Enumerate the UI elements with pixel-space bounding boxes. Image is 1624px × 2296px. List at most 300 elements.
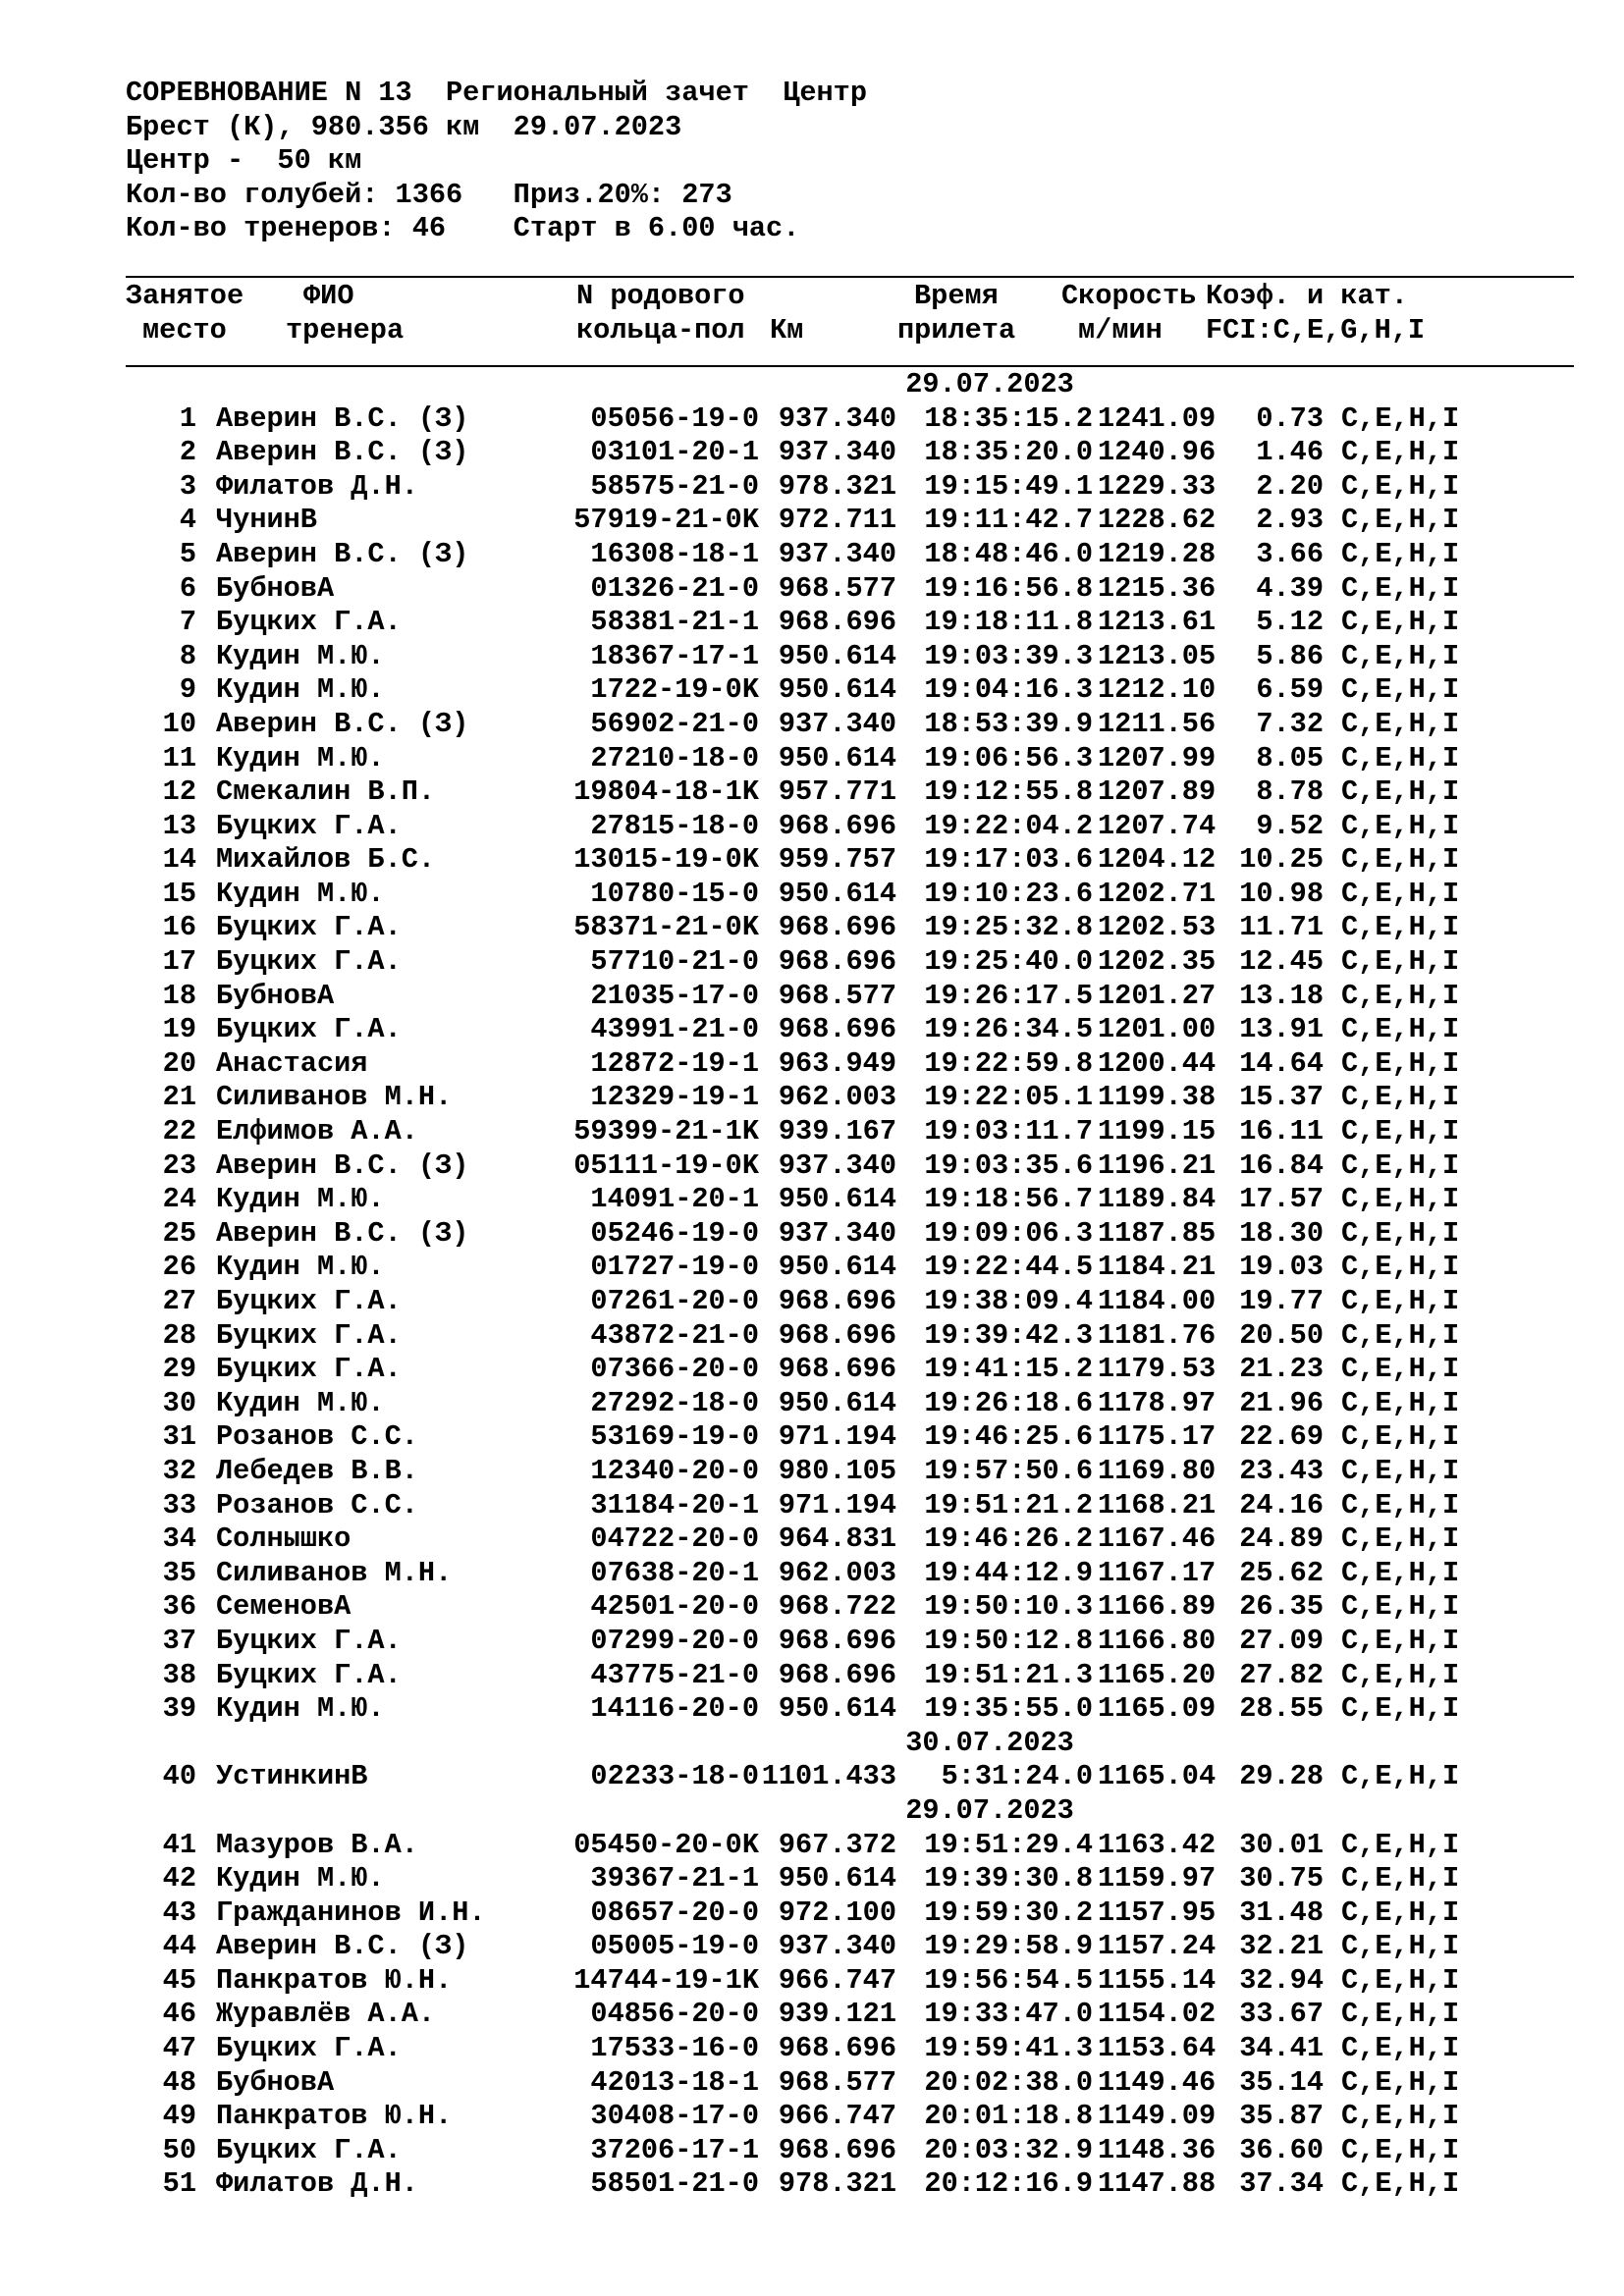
category-cell: C,E,H,I [1341, 741, 1460, 774]
coefficient-cell: 29.28 [1239, 1760, 1324, 1793]
place-cell: 50 [162, 2133, 196, 2166]
speed-cell: 1178.97 [1098, 1386, 1217, 1419]
date-label: 30.07.2023 [905, 1726, 1074, 1759]
ring-number-cell: 02233-18-0 [590, 1760, 759, 1793]
col-ring-line2: кольца-пол [576, 313, 745, 347]
top-rule [126, 276, 1574, 278]
distance-cell: 968.577 [778, 571, 896, 605]
ring-number-cell: 56902-21-0 [590, 707, 759, 740]
arrival-time-cell: 20:01:18.8 [924, 2100, 1093, 2133]
trainer-name-cell: Кудин М.Ю. [216, 1251, 385, 1284]
place-cell: 14 [162, 843, 196, 877]
category-cell: C,E,H,I [1341, 1658, 1460, 1691]
distance-cell: 968.696 [778, 945, 896, 979]
distance-cell: 971.194 [778, 1420, 896, 1454]
table-row [126, 2167, 1574, 2202]
arrival-time-cell: 19:11:42.7 [924, 504, 1093, 537]
distance-cell: 950.614 [778, 1862, 896, 1896]
distance-cell: 968.696 [778, 1658, 896, 1691]
speed-cell: 1159.97 [1098, 1862, 1217, 1896]
place-cell: 18 [162, 979, 196, 1012]
table-row [126, 742, 1574, 776]
table-row [126, 775, 1574, 810]
place-cell: 38 [162, 1658, 196, 1691]
ring-number-cell: 30408-17-0 [590, 2100, 759, 2133]
coefficient-cell: 18.30 [1239, 1216, 1324, 1250]
speed-cell: 1147.88 [1098, 2167, 1217, 2201]
place-cell: 3 [179, 469, 196, 503]
ring-number-cell: 04722-20-0 [590, 1522, 759, 1556]
table-row [126, 911, 1574, 945]
place-cell: 51 [162, 2167, 196, 2201]
category-cell: C,E,H,I [1341, 2167, 1460, 2201]
ring-number-cell: 58371-21-0K [573, 911, 759, 944]
table-row [126, 436, 1574, 470]
category-cell: C,E,H,I [1341, 1862, 1460, 1896]
distance-cell: 937.340 [778, 707, 896, 740]
ring-number-cell: 42013-18-1 [590, 2065, 759, 2099]
arrival-time-cell: 18:53:39.9 [924, 707, 1093, 740]
arrival-time-cell: 19:46:26.2 [924, 1522, 1093, 1556]
distance-cell: 968.577 [778, 2065, 896, 2099]
ring-number-cell: 01727-19-0 [590, 1251, 759, 1284]
distance-cell: 937.340 [778, 537, 896, 570]
coefficient-cell: 35.14 [1239, 2065, 1324, 2099]
place-cell: 27 [162, 1285, 196, 1317]
arrival-time-cell: 19:50:12.8 [924, 1624, 1093, 1657]
ring-number-cell: 01326-21-0 [590, 571, 759, 605]
place-cell: 16 [162, 911, 196, 944]
arrival-time-cell: 19:59:41.3 [924, 2032, 1093, 2065]
table-row [126, 504, 1574, 538]
category-cell: C,E,H,I [1341, 1930, 1460, 1963]
coefficient-cell: 5.12 [1256, 606, 1324, 639]
ring-number-cell: 58575-21-0 [590, 469, 759, 503]
distance-cell: 937.340 [778, 401, 896, 435]
table-row [126, 572, 1574, 607]
speed-cell: 1199.38 [1098, 1081, 1217, 1114]
date-separator [126, 368, 1574, 402]
arrival-time-cell: 19:22:44.5 [924, 1251, 1093, 1284]
arrival-time-cell: 19:03:11.7 [924, 1115, 1093, 1148]
place-cell: 35 [162, 1556, 196, 1589]
place-cell: 45 [162, 1963, 196, 1997]
place-cell: 26 [162, 1251, 196, 1284]
table-row [126, 1420, 1574, 1455]
ring-number-cell: 19804-18-1K [573, 775, 759, 809]
distance-cell: 962.003 [778, 1556, 896, 1589]
place-cell: 49 [162, 2100, 196, 2133]
place-cell: 48 [162, 2065, 196, 2099]
trainer-name-cell: Кудин М.Ю. [216, 1692, 385, 1726]
arrival-time-cell: 19:22:05.1 [924, 1081, 1093, 1114]
trainer-name-cell: Лебедев В.В. [216, 1454, 418, 1487]
place-cell: 44 [162, 1930, 196, 1963]
category-cell: C,E,H,I [1341, 979, 1460, 1012]
arrival-time-cell: 19:12:55.8 [924, 775, 1093, 809]
arrival-time-cell: 19:39:42.3 [924, 1318, 1093, 1352]
table-row [126, 1760, 1574, 1794]
place-cell: 25 [162, 1216, 196, 1250]
speed-cell: 1167.17 [1098, 1556, 1217, 1589]
trainer-name-cell: БубновА [216, 571, 335, 605]
trainer-name-cell: БубновА [216, 979, 335, 1012]
place-cell: 31 [162, 1420, 196, 1454]
place-cell: 13 [162, 809, 196, 842]
coefficient-cell: 24.16 [1239, 1488, 1324, 1522]
table-row [126, 1692, 1574, 1727]
category-cell: C,E,H,I [1341, 2100, 1460, 2133]
arrival-time-cell: 19:41:15.2 [924, 1353, 1093, 1386]
coefficient-cell: 36.60 [1239, 2133, 1324, 2166]
category-cell: C,E,H,I [1341, 1081, 1460, 1114]
distance-cell: 968.696 [778, 1285, 896, 1317]
place-cell: 33 [162, 1488, 196, 1522]
table-row [126, 2032, 1574, 2066]
col-speed-line1: Скорость [1061, 279, 1197, 312]
arrival-time-cell: 19:38:09.4 [924, 1285, 1093, 1317]
place-cell: 6 [179, 571, 196, 605]
place-cell: 34 [162, 1522, 196, 1556]
ring-number-cell: 04856-20-0 [590, 1998, 759, 2031]
place-cell: 8 [179, 639, 196, 672]
speed-cell: 1229.33 [1098, 469, 1217, 503]
arrival-time-cell: 19:33:47.0 [924, 1998, 1093, 2031]
arrival-time-cell: 19:51:21.2 [924, 1488, 1093, 1522]
coefficient-cell: 28.55 [1239, 1692, 1324, 1726]
coefficient-cell: 26.35 [1239, 1590, 1324, 1624]
coefficient-cell: 14.64 [1239, 1046, 1324, 1080]
distance-cell: 972.100 [778, 1896, 896, 1929]
speed-cell: 1165.09 [1098, 1692, 1217, 1726]
speed-cell: 1201.00 [1098, 1013, 1217, 1046]
table-row [126, 1047, 1574, 1082]
arrival-time-cell: 19:03:39.3 [924, 639, 1093, 672]
speed-cell: 1201.27 [1098, 979, 1217, 1012]
arrival-time-cell: 18:48:46.0 [924, 537, 1093, 570]
col-name-line1: ФИО [303, 279, 354, 312]
ring-number-cell: 42501-20-0 [590, 1590, 759, 1624]
place-cell: 32 [162, 1454, 196, 1487]
trainer-name-cell: Кудин М.Ю. [216, 1386, 385, 1419]
speed-cell: 1166.80 [1098, 1624, 1217, 1657]
table-row [126, 1896, 1574, 1931]
coefficient-cell: 19.77 [1239, 1285, 1324, 1317]
category-cell: C,E,H,I [1341, 843, 1460, 877]
ring-number-cell: 12329-19-1 [590, 1081, 759, 1114]
trainer-name-cell: Аверин В.С. (З) [216, 1930, 469, 1963]
arrival-time-cell: 19:16:56.8 [924, 571, 1093, 605]
place-cell: 28 [162, 1318, 196, 1352]
coefficient-cell: 21.96 [1239, 1386, 1324, 1419]
coefficient-cell: 12.45 [1239, 945, 1324, 979]
place-cell: 37 [162, 1624, 196, 1657]
trainer-name-cell: Аверин В.С. (З) [216, 1216, 469, 1250]
coefficient-cell: 8.05 [1256, 741, 1324, 774]
distance-cell: 968.696 [778, 1624, 896, 1657]
coefficient-cell: 27.09 [1239, 1624, 1324, 1657]
trainer-name-cell: Силиванов М.Н. [216, 1556, 453, 1589]
ring-number-cell: 57919-21-0K [573, 504, 759, 537]
ring-number-cell: 43775-21-0 [590, 1658, 759, 1691]
coefficient-cell: 32.94 [1239, 1963, 1324, 1997]
distance-cell: 964.831 [778, 1522, 896, 1556]
arrival-time-cell: 19:29:58.9 [924, 1930, 1093, 1963]
ring-number-cell: 21035-17-0 [590, 979, 759, 1012]
place-cell: 12 [162, 775, 196, 809]
trainer-name-cell: Мазуров В.А. [216, 1828, 418, 1861]
trainer-name-cell: Буцких Г.А. [216, 2032, 402, 2065]
speed-cell: 1196.21 [1098, 1148, 1217, 1182]
distance-cell: 968.696 [778, 1013, 896, 1046]
table-row [126, 1862, 1574, 1896]
arrival-time-cell: 19:09:06.3 [924, 1216, 1093, 1250]
arrival-time-cell: 19:39:30.8 [924, 1862, 1093, 1896]
trainer-name-cell: Гражданинов И.Н. [216, 1896, 486, 1929]
table-row [126, 1590, 1574, 1625]
distance-cell: 978.321 [778, 469, 896, 503]
trainer-name-cell: Аверин В.С. (З) [216, 401, 469, 435]
speed-cell: 1199.15 [1098, 1115, 1217, 1148]
coefficient-cell: 20.50 [1239, 1318, 1324, 1352]
place-cell: 17 [162, 945, 196, 979]
table-row [126, 1217, 1574, 1252]
arrival-time-cell: 19:35:55.0 [924, 1692, 1093, 1726]
place-cell: 40 [162, 1760, 196, 1793]
table-row [126, 402, 1574, 437]
arrival-time-cell: 20:02:38.0 [924, 2065, 1093, 2099]
place-cell: 36 [162, 1590, 196, 1624]
table-row [126, 878, 1574, 912]
arrival-time-cell: 19:22:59.8 [924, 1046, 1093, 1080]
ring-number-cell: 27815-18-0 [590, 809, 759, 842]
trainer-name-cell: Елфимов А.А. [216, 1115, 418, 1148]
ring-number-cell: 59399-21-1K [573, 1115, 759, 1148]
coefficient-cell: 16.11 [1239, 1115, 1324, 1148]
trainer-name-cell: Розанов С.С. [216, 1488, 418, 1522]
category-cell: C,E,H,I [1341, 1590, 1460, 1624]
distance-cell: 1101.433 [761, 1760, 896, 1793]
ring-number-cell: 07366-20-0 [590, 1353, 759, 1386]
trainer-name-cell: Буцких Г.А. [216, 1013, 402, 1046]
trainer-name-cell: Панкратов Ю.Н. [216, 2100, 453, 2133]
speed-cell: 1200.44 [1098, 1046, 1217, 1080]
table-row [126, 1455, 1574, 1489]
ring-number-cell: 05056-19-0 [590, 401, 759, 435]
coefficient-cell: 9.52 [1256, 809, 1324, 842]
coefficient-cell: 0.73 [1256, 401, 1324, 435]
distance-cell: 939.121 [778, 1998, 896, 2031]
speed-cell: 1153.64 [1098, 2032, 1217, 2065]
distance-cell: 980.105 [778, 1454, 896, 1487]
trainer-name-cell: Буцких Г.А. [216, 2133, 402, 2166]
category-cell: C,E,H,I [1341, 1318, 1460, 1352]
coefficient-cell: 11.71 [1239, 911, 1324, 944]
table-row [126, 1183, 1574, 1217]
coefficient-cell: 7.32 [1256, 707, 1324, 740]
coefficient-cell: 32.21 [1239, 1930, 1324, 1963]
category-cell: C,E,H,I [1341, 775, 1460, 809]
table-row [126, 980, 1574, 1014]
distance-cell: 968.577 [778, 979, 896, 1012]
place-cell: 15 [162, 877, 196, 910]
ring-number-cell: 37206-17-1 [590, 2133, 759, 2166]
distance-cell: 937.340 [778, 1930, 896, 1963]
coefficient-cell: 22.69 [1239, 1420, 1324, 1454]
place-cell: 21 [162, 1081, 196, 1114]
arrival-time-cell: 19:50:10.3 [924, 1590, 1093, 1624]
speed-cell: 1181.76 [1098, 1318, 1217, 1352]
arrival-time-cell: 19:25:32.8 [924, 911, 1093, 944]
arrival-time-cell: 19:51:29.4 [924, 1828, 1093, 1861]
place-cell: 20 [162, 1046, 196, 1080]
trainer-name-cell: Буцких Г.А. [216, 1353, 402, 1386]
table-row [126, 1149, 1574, 1184]
col-name-line2: тренера [286, 313, 405, 347]
table-row [126, 1081, 1574, 1115]
table-row [126, 843, 1574, 878]
speed-cell: 1207.99 [1098, 741, 1217, 774]
coefficient-cell: 10.98 [1239, 877, 1324, 910]
table-row [126, 470, 1574, 505]
speed-cell: 1202.35 [1098, 945, 1217, 979]
arrival-time-cell: 19:26:34.5 [924, 1013, 1093, 1046]
category-cell: C,E,H,I [1341, 1353, 1460, 1386]
table-row [126, 2066, 1574, 2101]
coefficient-cell: 33.67 [1239, 1998, 1324, 2031]
category-cell: C,E,H,I [1341, 2133, 1460, 2166]
col-coef-line2: FCI:C,E,G,H,I [1206, 313, 1426, 347]
speed-cell: 1184.21 [1098, 1251, 1217, 1284]
trainer-name-cell: ЧунинВ [216, 504, 317, 537]
distance-cell: 937.340 [778, 1148, 896, 1182]
speed-cell: 1184.00 [1098, 1285, 1217, 1317]
ring-number-cell: 58381-21-1 [590, 606, 759, 639]
trainer-name-cell: Филатов Д.Н. [216, 469, 418, 503]
ring-number-cell: 03101-20-1 [590, 436, 759, 469]
arrival-time-cell: 19:17:03.6 [924, 843, 1093, 877]
distance-cell: 937.340 [778, 436, 896, 469]
distance-cell: 950.614 [778, 741, 896, 774]
category-cell: C,E,H,I [1341, 1013, 1460, 1046]
trainer-name-cell: Смекалин В.П. [216, 775, 436, 809]
distance-cell: 978.321 [778, 2167, 896, 2201]
category-cell: C,E,H,I [1341, 1454, 1460, 1487]
distance-cell: 950.614 [778, 673, 896, 707]
coefficient-cell: 23.43 [1239, 1454, 1324, 1487]
distance-cell: 967.372 [778, 1828, 896, 1861]
table-row [126, 2134, 1574, 2168]
col-place-line2: место [142, 313, 227, 347]
table-row [126, 606, 1574, 640]
place-cell: 41 [162, 1828, 196, 1861]
place-cell: 23 [162, 1148, 196, 1182]
place-cell: 46 [162, 1998, 196, 2031]
table-row [126, 1659, 1574, 1693]
ring-number-cell: 27292-18-0 [590, 1386, 759, 1419]
place-cell: 4 [179, 504, 196, 537]
arrival-time-cell: 19:44:12.9 [924, 1556, 1093, 1589]
distance-cell: 968.696 [778, 2133, 896, 2166]
col-time-line1: Время [914, 279, 999, 312]
table-row [126, 673, 1574, 708]
coefficient-cell: 13.18 [1239, 979, 1324, 1012]
category-cell: C,E,H,I [1341, 2065, 1460, 2099]
date-label: 29.07.2023 [905, 1793, 1074, 1827]
trainer-name-cell: Буцких Г.А. [216, 1658, 402, 1691]
distance-cell: 966.747 [778, 2100, 896, 2133]
distance-cell: 971.194 [778, 1488, 896, 1522]
date-separator [126, 1727, 1574, 1761]
table-row [126, 640, 1574, 674]
place-cell: 2 [179, 436, 196, 469]
trainer-name-cell: Панкратов Ю.Н. [216, 1963, 453, 1997]
coefficient-cell: 30.75 [1239, 1862, 1324, 1896]
ring-number-cell: 57710-21-0 [590, 945, 759, 979]
place-cell: 7 [179, 606, 196, 639]
distance-cell: 959.757 [778, 843, 896, 877]
coefficient-cell: 10.25 [1239, 843, 1324, 877]
category-cell: C,E,H,I [1341, 504, 1460, 537]
speed-cell: 1207.89 [1098, 775, 1217, 809]
trainer-name-cell: Кудин М.Ю. [216, 877, 385, 910]
ring-number-cell: 05450-20-0K [573, 1828, 759, 1861]
coefficient-cell: 5.86 [1256, 639, 1324, 672]
trainer-name-cell: Михайлов Б.С. [216, 843, 436, 877]
coefficient-cell: 30.01 [1239, 1828, 1324, 1861]
trainer-name-cell: Буцких Г.А. [216, 1318, 402, 1352]
col-time-line2: прилета [897, 313, 1016, 347]
arrival-time-cell: 19:26:18.6 [924, 1386, 1093, 1419]
speed-cell: 1168.21 [1098, 1488, 1217, 1522]
arrival-time-cell: 19:51:21.3 [924, 1658, 1093, 1691]
speed-cell: 1175.17 [1098, 1420, 1217, 1454]
category-cell: C,E,H,I [1341, 401, 1460, 435]
table-row [126, 538, 1574, 572]
coefficient-cell: 1.46 [1256, 436, 1324, 469]
trainer-name-cell: Аверин В.С. (З) [216, 537, 469, 570]
table-row [126, 1964, 1574, 1999]
category-cell: C,E,H,I [1341, 1488, 1460, 1522]
speed-cell: 1165.04 [1098, 1760, 1217, 1793]
category-cell: C,E,H,I [1341, 1216, 1460, 1250]
competition-title: СОРЕВНОВАНИЕ N 13 Региональный зачет Центр [126, 77, 867, 109]
category-cell: C,E,H,I [1341, 1285, 1460, 1317]
distance-cell: 939.167 [778, 1115, 896, 1148]
distance-cell: 968.696 [778, 2032, 896, 2065]
coefficient-cell: 21.23 [1239, 1353, 1324, 1386]
trainer-name-cell: Аверин В.С. (З) [216, 436, 469, 469]
speed-cell: 1207.74 [1098, 809, 1217, 842]
place-cell: 43 [162, 1896, 196, 1929]
arrival-time-cell: 18:35:20.0 [924, 436, 1093, 469]
speed-cell: 1149.09 [1098, 2100, 1217, 2133]
table-row [126, 1251, 1574, 1285]
trainer-name-cell: Буцких Г.А. [216, 606, 402, 639]
coefficient-cell: 27.82 [1239, 1658, 1324, 1691]
trainer-name-cell: Журавлёв А.А. [216, 1998, 436, 2031]
col-km: Км [770, 313, 804, 347]
speed-cell: 1169.80 [1098, 1454, 1217, 1487]
trainer-name-cell: СеменовА [216, 1590, 352, 1624]
distance-cell: 968.696 [778, 1318, 896, 1352]
trainer-name-cell: УстинкинВ [216, 1760, 368, 1793]
arrival-time-cell: 19:26:17.5 [924, 979, 1093, 1012]
trainer-name-cell: Кудин М.Ю. [216, 673, 385, 707]
arrival-time-cell: 19:06:56.3 [924, 741, 1093, 774]
speed-cell: 1211.56 [1098, 707, 1217, 740]
place-cell: 9 [179, 673, 196, 707]
